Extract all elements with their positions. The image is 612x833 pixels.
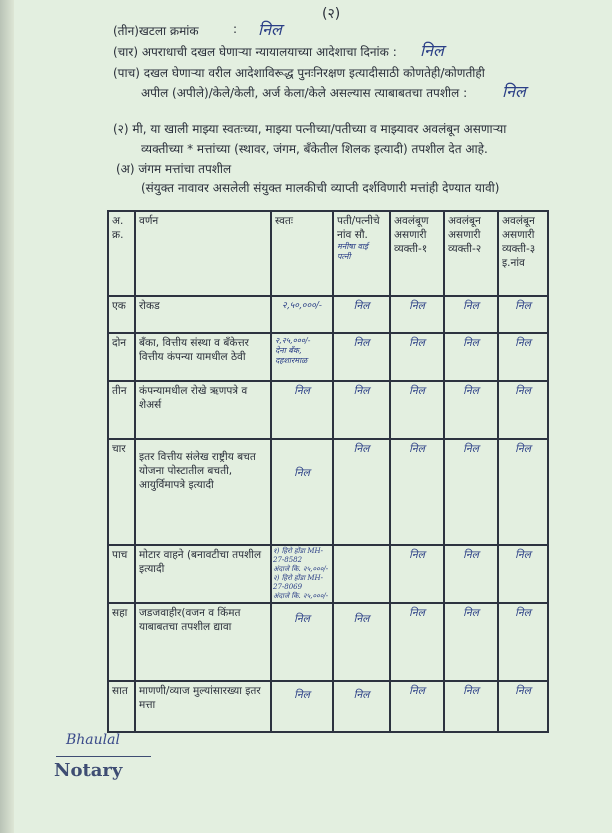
row-spouse: निल xyxy=(333,681,390,732)
header-sr: अ. क्र. xyxy=(108,211,135,296)
table-row xyxy=(108,545,548,603)
appeal-line-1: (पाच) दखल घेणाऱ्या वरील आदेशाविरूद्ध पुनःनिरक्षण इत्यादीसाठी कोणतेही/कोणतीही xyxy=(113,66,485,80)
row-self: निल xyxy=(271,381,333,439)
header-dependent-3: अवलंबून असणारी व्यक्ती-३ इ.नांव xyxy=(498,211,548,296)
row-description: रोकड xyxy=(135,296,271,333)
table-row xyxy=(108,381,548,439)
header-dependent-1: अवलंबूण असणारी व्यक्ती-१ xyxy=(390,211,444,296)
row-self-vehicle-2: २) हिरो होंडा MH-27-8069 xyxy=(273,574,323,591)
row-dependent-2: निल xyxy=(444,381,498,439)
row-spouse: निल xyxy=(333,603,390,681)
row-dependent-1: निल xyxy=(390,333,444,381)
row-dependent-3: निल xyxy=(498,439,548,545)
page-edge-shadow xyxy=(0,0,14,833)
row-sr: चार xyxy=(108,439,135,545)
row-dependent-1: निल xyxy=(390,296,444,333)
row-self: २,५०,०००/- xyxy=(271,296,333,333)
row-spouse: निल xyxy=(333,333,390,381)
row-self-vehicle-2-value: अंदाजे कि. २५,०००/- xyxy=(273,592,329,600)
case-number-value: निल xyxy=(258,20,282,39)
row-description: कंपन्यामधील रोखे ऋणपत्रे व शेअर्स xyxy=(135,381,271,439)
row-dependent-1: निल xyxy=(390,603,444,681)
row-description: जडजवाहीर(वजन व किंमत याबाबतचा तपशील द्यावा xyxy=(135,603,271,681)
row-dependent-2: निल xyxy=(444,439,498,545)
case-number-label: (तीन)खटला क्रमांक xyxy=(113,24,199,38)
case-number-colon: : xyxy=(233,22,238,36)
header-spouse xyxy=(333,211,390,296)
row-self: निल xyxy=(271,603,333,681)
signature-line xyxy=(56,756,151,757)
table-row xyxy=(108,439,548,545)
row-sr: पाच xyxy=(108,545,135,603)
row-description: बँका, वित्तीय संस्था व बँकेत्तर वित्तीय कंपन्या यामधील ठेवी xyxy=(135,333,271,381)
row-dependent-2: निल xyxy=(444,603,498,681)
row-description: माणणी/व्याज मुल्यांसारख्या इतर मत्ता xyxy=(135,681,271,732)
table-row xyxy=(108,296,548,333)
row-sr: सात xyxy=(108,681,135,732)
appeal-value: निल xyxy=(502,82,526,101)
row-dependent-2: निल xyxy=(444,333,498,381)
row-dependent-1: निल xyxy=(390,381,444,439)
header-spouse-label: पती/पत्नीचे नांव सौ. xyxy=(337,215,380,241)
row-sr: दोन xyxy=(108,333,135,381)
row-dependent-1: निल xyxy=(390,681,444,732)
page-number: (२) xyxy=(322,6,341,22)
row-spouse: निल xyxy=(333,439,390,545)
section-2-line-2: व्यक्तीच्या * मत्तांच्या (स्थावर, जंगम, बँकेतील शिलक इत्यादी) तपशील देत आहे. xyxy=(141,142,488,156)
row-self-amount: २,२५,०००/- xyxy=(275,336,311,345)
header-dependent-2: अवलंबून असणारी व्यक्ती-२ xyxy=(444,211,498,296)
row-dependent-1: निल xyxy=(390,545,444,603)
header-spouse-relation: पत्नी xyxy=(337,252,351,261)
table-row xyxy=(108,603,548,681)
header-spouse-name: मनीषा वाई xyxy=(337,242,368,251)
row-description: मोटार वाहने (बनावटीचा तपशील इत्यादी xyxy=(135,545,271,603)
order-date-label: (चार) अपराधाची दखल घेणाऱ्या न्यायालयाच्या आदेशाचा दिनांक : xyxy=(113,45,397,59)
notary-stamp: Notary xyxy=(54,760,123,781)
table-row xyxy=(108,681,548,732)
row-dependent-2: निल xyxy=(444,681,498,732)
row-dependent-2: निल xyxy=(444,545,498,603)
movable-assets-note: (संयुक्त नावावर असलेली संयुक्त मालकीची व्याप्ती दर्शविणारी मत्तांही देण्यात यावी) xyxy=(141,181,500,195)
row-dependent-3: निल xyxy=(498,681,548,732)
header-description: वर्णन xyxy=(135,211,271,296)
row-dependent-1: निल xyxy=(390,439,444,545)
movable-assets-heading: (अ) जंगम मत्तांचा तपशील xyxy=(116,162,232,176)
row-dependent-2: निल xyxy=(444,296,498,333)
row-spouse xyxy=(333,545,390,603)
row-sr: सहा xyxy=(108,603,135,681)
order-date-value: निल xyxy=(420,41,444,60)
row-self xyxy=(271,333,333,381)
row-dependent-3: निल xyxy=(498,381,548,439)
row-self-vehicle-1-value: अंदाजे कि. २५,०००/- xyxy=(273,565,329,573)
row-self-branch: दहशारमाळ xyxy=(275,356,308,365)
row-sr: तीन xyxy=(108,381,135,439)
notary-signature: Bhaulal xyxy=(66,732,120,748)
row-self-bank: देना बँक, xyxy=(275,346,302,355)
row-self-vehicle-1: १) हिरो होंडा MH-27-8582 xyxy=(273,547,323,564)
section-2-line-1: (२) मी, या खाली माझ्या स्वतःच्या, माझ्या पत्नीच्या/पतीच्या व माझ्यावर अवलंबून असणाऱ्या xyxy=(113,122,507,136)
row-description: इतर वित्तीय संलेख राष्ट्रीय बचत योजना पोस्टातील बचती, आयुर्विमापत्रे इत्यादी xyxy=(135,439,271,545)
table-row xyxy=(108,333,548,381)
row-sr: एक xyxy=(108,296,135,333)
table-header-row xyxy=(108,211,548,296)
row-self: निल xyxy=(271,681,333,732)
row-spouse: निल xyxy=(333,381,390,439)
row-self: निल xyxy=(271,439,333,545)
header-self: स्वतः xyxy=(271,211,333,296)
assets-table xyxy=(107,210,549,733)
row-dependent-3: निल xyxy=(498,296,548,333)
row-dependent-3: निल xyxy=(498,603,548,681)
row-dependent-3: निल xyxy=(498,333,548,381)
row-self xyxy=(271,545,333,603)
row-dependent-3: निल xyxy=(498,545,548,603)
appeal-line-2: अपील (अपीले)/केले/केली, अर्ज केला/केले असल्यास त्याबाबतचा तपशील : xyxy=(141,86,468,100)
row-spouse: निल xyxy=(333,296,390,333)
